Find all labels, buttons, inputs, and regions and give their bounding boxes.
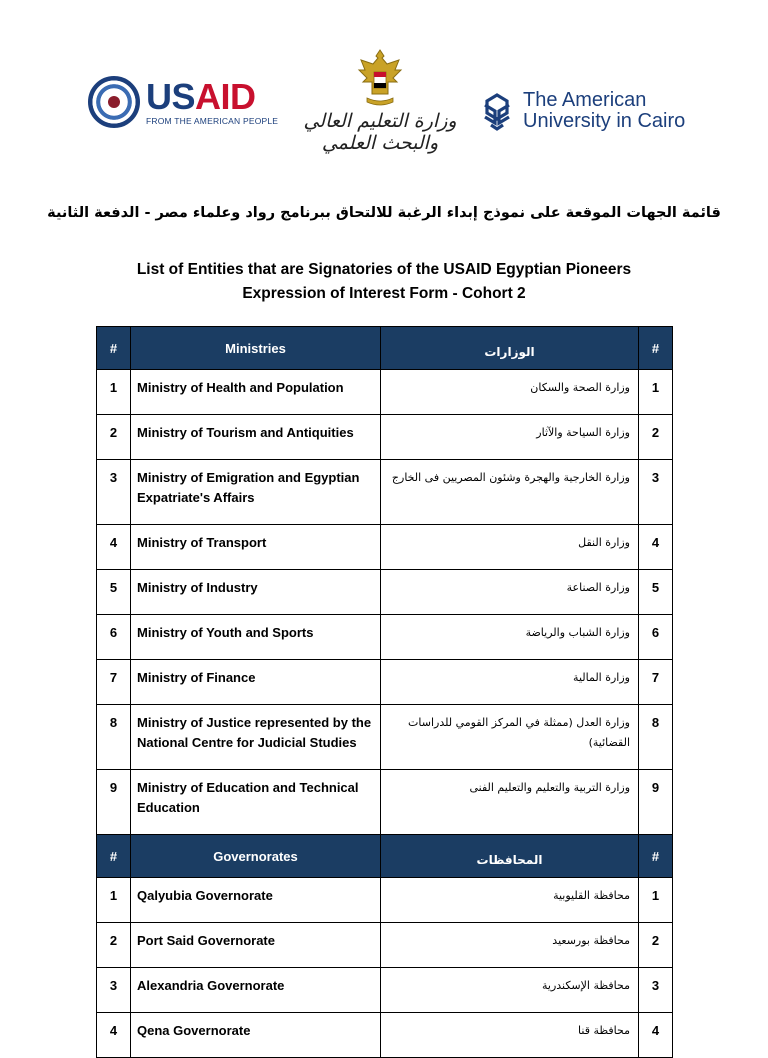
table-row	[97, 525, 673, 570]
table-cell-en: Qalyubia Governorate	[131, 878, 381, 923]
ministries-header-row-cell-ar: الوزارات	[381, 327, 639, 370]
table-row	[97, 705, 673, 770]
table-cell-ar: محافظة قنا	[381, 1013, 639, 1058]
table-row	[97, 968, 673, 1013]
table-cell-num-ar: 5	[639, 570, 673, 615]
table-cell-num-ar: 1	[639, 878, 673, 923]
table-row	[97, 1013, 673, 1058]
table-cell-en: Ministry of Tourism and Antiquities	[131, 415, 381, 460]
auc-logo	[477, 90, 685, 132]
table-cell-ar: وزارة التربية والتعليم والتعليم الفنى	[381, 770, 639, 835]
ministries-header-row-cell-num-ar: #	[639, 327, 673, 370]
table-cell-en: Ministry of Justice represented by the National Centre for Judicial Studies	[131, 705, 381, 770]
table-cell-en: Ministry of Youth and Sports	[131, 615, 381, 660]
governorates-header-row-cell-num: #	[97, 835, 131, 878]
table-cell-num-ar: 3	[639, 460, 673, 525]
table-cell-num-ar: 6	[639, 615, 673, 660]
table-cell-num: 2	[97, 923, 131, 968]
table-cell-ar: وزارة العدل (ممثلة في المركز القومي للدراسات القضائية)	[381, 705, 639, 770]
table-cell-ar: وزارة الخارجية والهجرة وشئون المصريين فى الخارج	[381, 460, 639, 525]
usaid-seal-icon	[88, 76, 140, 128]
table-cell-num: 2	[97, 415, 131, 460]
ministries-header-row	[97, 327, 673, 370]
table-cell-num-ar: 8	[639, 705, 673, 770]
table-cell-num-ar: 3	[639, 968, 673, 1013]
usaid-wordmark: USAID	[146, 75, 256, 117]
table-row	[97, 923, 673, 968]
egypt-eagle-icon	[355, 48, 405, 110]
ministries-header-row-cell-en: Ministries	[131, 327, 381, 370]
table-cell-en: Ministry of Health and Population	[131, 370, 381, 415]
table-cell-ar: وزارة السياحة والآثار	[381, 415, 639, 460]
table-cell-num: 1	[97, 878, 131, 923]
table-cell-ar: وزارة الصناعة	[381, 570, 639, 615]
entities-table	[96, 326, 673, 1058]
table-cell-ar: محافظة بورسعيد	[381, 923, 639, 968]
table-row	[97, 770, 673, 835]
table-cell-num-ar: 4	[639, 525, 673, 570]
governorates-header-row-cell-num-ar: #	[639, 835, 673, 878]
ministry-logo	[300, 48, 460, 154]
page-title-english	[60, 258, 708, 306]
auc-knot-icon	[477, 91, 517, 131]
table-cell-num: 3	[97, 460, 131, 525]
table-cell-ar: وزارة الشباب والرياضة	[381, 615, 639, 660]
auc-name-line1: The American	[523, 89, 647, 111]
table-cell-ar: محافظة القليوبية	[381, 878, 639, 923]
table-cell-num: 4	[97, 525, 131, 570]
table-row	[97, 370, 673, 415]
table-cell-ar: وزارة المالية	[381, 660, 639, 705]
ministries-header-row-cell-num: #	[97, 327, 131, 370]
table-cell-num-ar: 1	[639, 370, 673, 415]
ministry-name-arabic: وزارة التعليم العالي والبحث العلمي	[303, 110, 457, 154]
auc-name-line2: University in Cairo	[523, 110, 686, 132]
page-title-english-line1: List of Entities that are Signatories of the USAID Egyptian Pioneers	[136, 261, 632, 278]
table-cell-num: 4	[97, 1013, 131, 1058]
table-cell-num: 9	[97, 770, 131, 835]
table-cell-en: Ministry of Transport	[131, 525, 381, 570]
table-row	[97, 460, 673, 525]
table-cell-num: 5	[97, 570, 131, 615]
table-cell-num-ar: 9	[639, 770, 673, 835]
table-cell-en: Qena Governorate	[131, 1013, 381, 1058]
table-cell-en: Ministry of Emigration and Egyptian Expatriate's Affairs	[131, 460, 381, 525]
table-cell-ar: محافظة الإسكندرية	[381, 968, 639, 1013]
table-cell-num-ar: 4	[639, 1013, 673, 1058]
table-cell-num-ar: 2	[639, 923, 673, 968]
page-title-arabic: قائمة الجهات الموقعة على نموذج إبداء الرغبة للالتحاق ببرنامج رواد وعلماء مصر - الدفعة الثانية	[47, 205, 721, 221]
table-cell-ar: وزارة النقل	[381, 525, 639, 570]
table-row	[97, 570, 673, 615]
governorates-header-row	[97, 835, 673, 878]
usaid-logo	[88, 76, 278, 128]
table-cell-en: Ministry of Education and Technical Education	[131, 770, 381, 835]
table-row	[97, 415, 673, 460]
table-cell-num: 7	[97, 660, 131, 705]
governorates-header-row-cell-en: Governorates	[131, 835, 381, 878]
governorates-header-row-cell-ar: المحافظات	[381, 835, 639, 878]
logos-header	[0, 48, 768, 158]
table-row	[97, 615, 673, 660]
table-row	[97, 660, 673, 705]
table-cell-num: 1	[97, 370, 131, 415]
table-cell-en: Port Said Governorate	[131, 923, 381, 968]
table-cell-num: 8	[97, 705, 131, 770]
table-cell-num: 6	[97, 615, 131, 660]
table-cell-en: Ministry of Industry	[131, 570, 381, 615]
table-row	[97, 878, 673, 923]
page-title-english-line2: Expression of Interest Form - Cohort 2	[242, 285, 526, 302]
table-cell-en: Alexandria Governorate	[131, 968, 381, 1013]
table-cell-num-ar: 7	[639, 660, 673, 705]
table-cell-en: Ministry of Finance	[131, 660, 381, 705]
usaid-tagline: FROM THE AMERICAN PEOPLE	[146, 115, 279, 126]
table-cell-num: 3	[97, 968, 131, 1013]
table-cell-ar: وزارة الصحة والسكان	[381, 370, 639, 415]
table-cell-num-ar: 2	[639, 415, 673, 460]
